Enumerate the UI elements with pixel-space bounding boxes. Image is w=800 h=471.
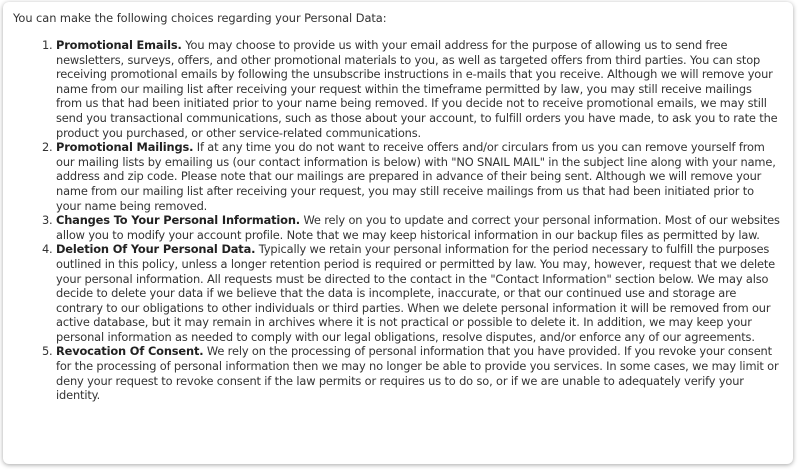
choices-list — [13, 38, 781, 403]
item-title: Revocation Of Consent. — [56, 344, 204, 359]
personal-data-choices-panel — [3, 2, 793, 464]
item-title: Deletion Of Your Personal Data. — [56, 242, 256, 257]
item-body: We rely on the processing of personal information that you have provided. If you revoke your consent for the processing of personal information then we may no longer be able to provide you services. In some cases, we may limit or deny your request to revoke consent if the law permits or requires us to do so, or if we are unable to adequately verify your identity. — [56, 344, 779, 403]
item-title: Promotional Emails. — [56, 38, 182, 52]
item-title: Changes To Your Personal Information. — [56, 213, 300, 228]
item-body: We rely on you to update and correct your personal information. Most of our websites allow you to modify your account profile. Note that we may keep historical information in our backup files as permitted by law. — [56, 213, 780, 242]
item-body: Typically we retain your personal information for the period necessary to fulfill the purposes outlined in this policy, unless a longer retention period is required or permitted by law. You may, however, request that we delete your personal information. All requests must be directed to the contact in the "Contact Information" section below. We may also decide to delete your data if we believe that the data is incomplete, inaccurate, or that our continued use and storage are contrary to our obligations to other individuals or third parties. When we delete personal information it will be removed from our active database, but it may remain in archives where it is not practical or possible to delete it. In addition, we may keep your personal information as needed to comply with our legal obligations, resolve disputes, and/or enforce any of our agreements. — [56, 242, 776, 344]
list-item-revocation-of-consent — [56, 344, 781, 402]
item-title: Promotional Mailings. — [56, 140, 194, 155]
list-item-changes-personal-information — [56, 213, 781, 242]
item-body: You may choose to provide us with your email address for the purpose of allowing us to send free newsletters, surveys, offers, and other promotional materials to you, as well as targeted offers from third parties. You can stop receiving promotional emails by following the unsubscribe instructions in e-mails that you receive. Although we will remove your name from our mailing list after receiving your request within the timeframe permitted by law, you may still receive mailings from us that had been initiated prior to your name being removed. If you decide not to receive promotional emails, we may still send you transactional communications, such as those about your account, to fulfill orders you have made, to ask you to rate the product you purchased, or other service-related communications. — [56, 38, 778, 140]
intro-text: You can make the following choices regarding your Personal Data: — [13, 11, 387, 25]
item-body: If at any time you do not want to receive offers and/or circulars from us you can remove yourself from our mailing lists by emailing us (our contact information is below) with "NO SNAIL MAIL" in the subject line along with your name, address and zip code. Please note that our mailings are prepared in advance of their being sent. Although we will remove your name from our mailing list after receiving your request, you may still receive mailings from us that had been initiated prior to your name being removed. — [56, 140, 776, 213]
list-item-promotional-emails — [56, 38, 781, 140]
list-item-deletion-personal-data — [56, 242, 781, 344]
list-item-promotional-mailings — [56, 140, 781, 213]
